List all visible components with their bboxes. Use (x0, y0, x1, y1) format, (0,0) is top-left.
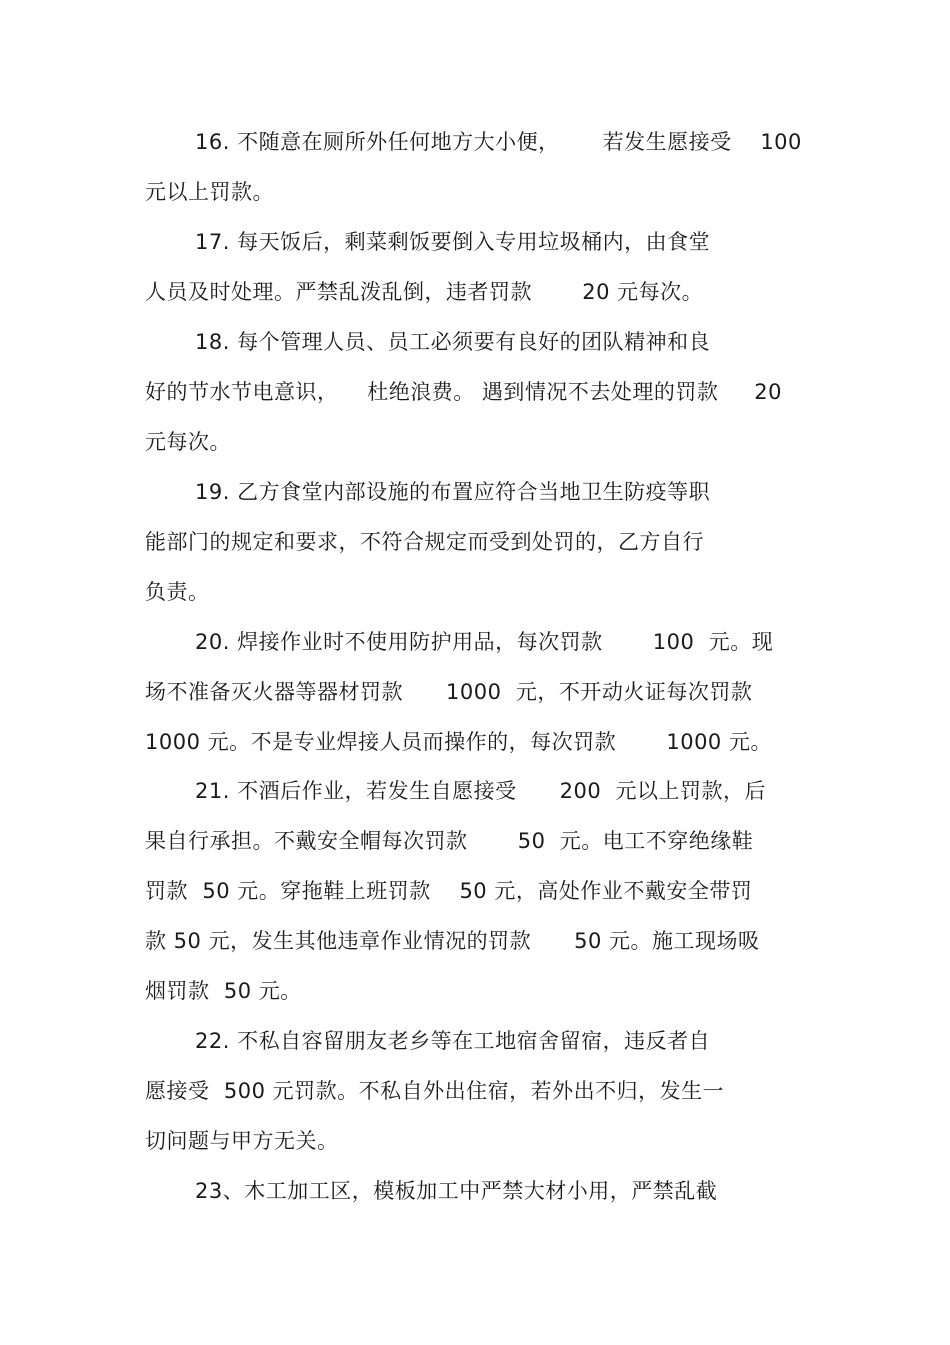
text-line: 款 50 元，发生其他违章作业情况的罚款 50 元。施工现场吸 (145, 929, 760, 953)
text-line: 果自行承担。不戴安全帽每次罚款 50 元。电工不穿绝缘鞋 (145, 829, 754, 853)
text-line: 1000 元。不是专业焊接人员而操作的，每次罚款 1000 元。 (145, 730, 772, 754)
text-line: 22. 不私自容留朋友老乡等在工地宿舍留宿，违反者自 (195, 1029, 711, 1053)
text-line: 罚款 50 元。穿拖鞋上班罚款 50 元，高处作业不戴安全带罚 (145, 879, 753, 903)
text-line: 23、木工加工区，模板加工中严禁大材小用，严禁乱截 (195, 1179, 718, 1203)
text-line: 切问题与甲方无关。 (145, 1129, 339, 1153)
text-line: 元以上罚款。 (145, 180, 274, 204)
text-line: 好的节水节电意识， 杜绝浪费。 遇到情况不去处理的罚款 20 (145, 380, 782, 404)
text-line: 17. 每天饭后，剩菜剩饭要倒入专用垃圾桶内，由食堂 (195, 230, 711, 254)
text-line: 19. 乙方食堂内部设施的布置应符合当地卫生防疫等职 (195, 480, 711, 504)
text-line: 能部门的规定和要求，不符合规定而受到处罚的，乙方自行 (145, 530, 704, 554)
text-line: 人员及时处理。严禁乱泼乱倒，违者罚款 20 元每次。 (145, 280, 704, 304)
text-line: 18. 每个管理人员、员工必须要有良好的团队精神和良 (195, 330, 711, 354)
text-line: 场不准备灭火器等器材罚款 1000 元，不开动火证每次罚款 (145, 680, 753, 704)
text-line: 21. 不酒后作业，若发生自愿接受 200 元以上罚款，后 (195, 779, 767, 803)
text-line: 元每次。 (145, 430, 231, 454)
text-line: 16. 不随意在厕所外任何地方大小便， 若发生愿接受 100 (195, 130, 802, 154)
text-line: 愿接受 500 元罚款。不私自外出住宿，若外出不归，发生一 (145, 1079, 725, 1103)
text-line: 烟罚款 50 元。 (145, 979, 302, 1003)
text-line: 20. 焊接作业时不使用防护用品，每次罚款 100 元。现 (195, 630, 774, 654)
text-line: 负责。 (145, 580, 210, 604)
